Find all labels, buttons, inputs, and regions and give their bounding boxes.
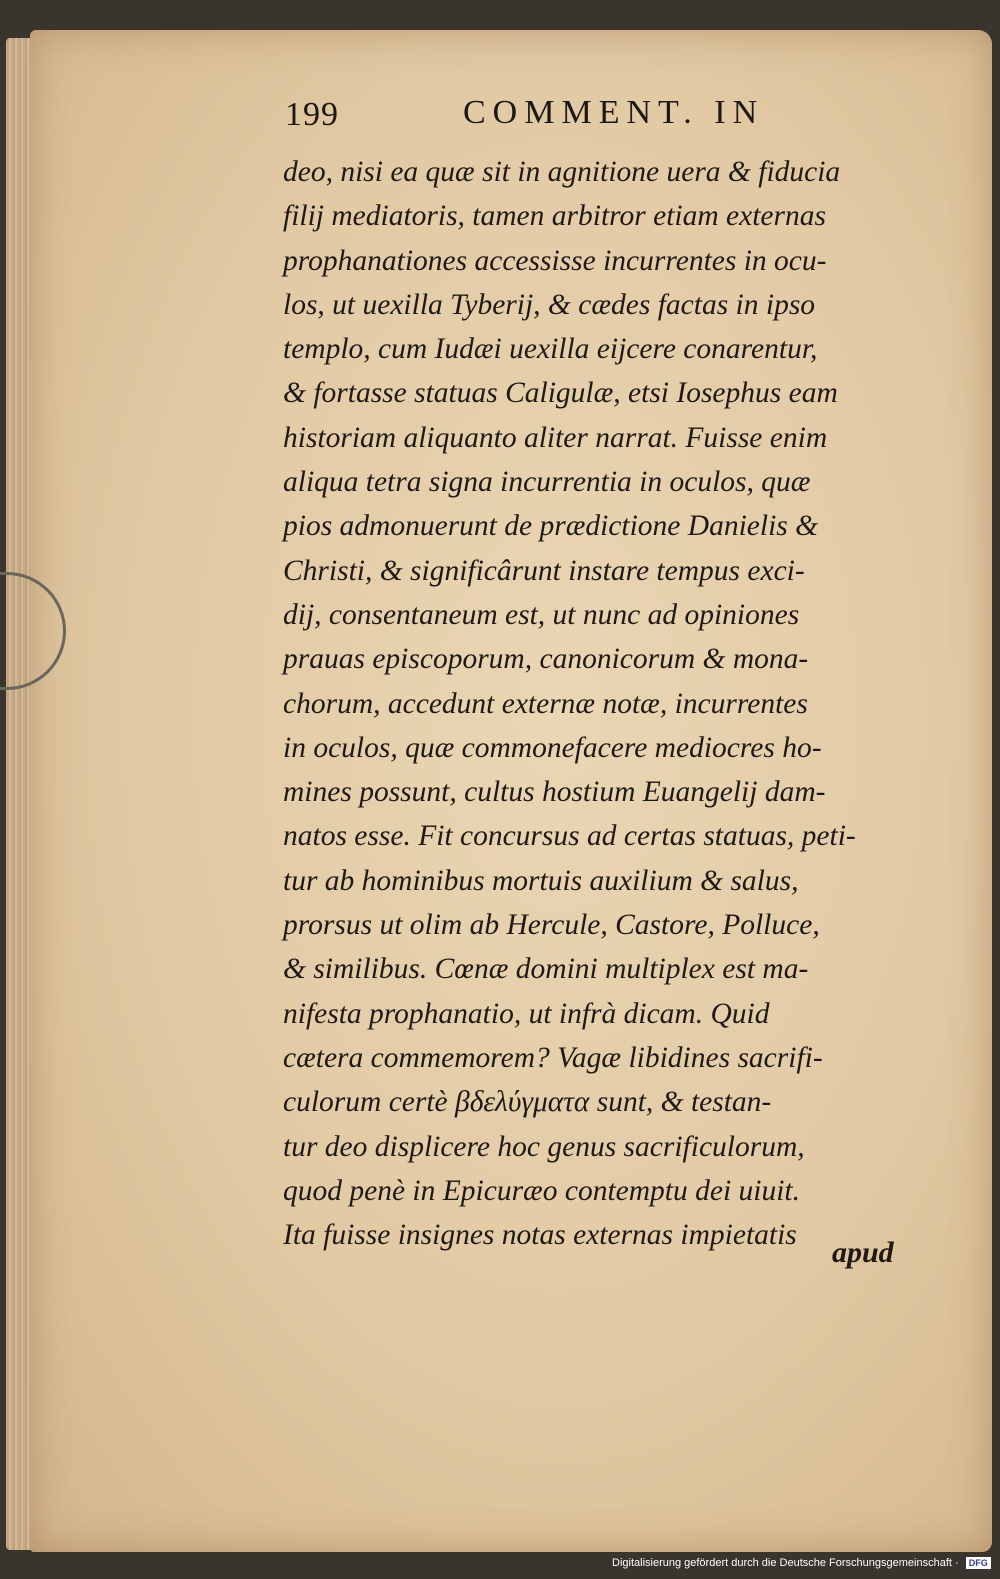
- text-line: chorum, accedunt externæ notæ, incurrentes: [283, 687, 808, 720]
- page-number: 199: [285, 96, 339, 133]
- digitization-footer: [612, 1557, 991, 1577]
- page-header: [285, 92, 915, 142]
- text-line: & similibus. Cœnæ domini multiplex est ma-: [283, 953, 809, 986]
- text-line: culorum certè βδελύγματα sunt, & testan-: [283, 1086, 772, 1119]
- text-line: dij, consentaneum est, ut nunc ad opiniones: [283, 598, 800, 631]
- text-line: filij mediatoris, tamen arbitror etiam externas: [283, 200, 826, 233]
- text-line: mines possunt, cultus hostium Euangelij dam-: [283, 776, 826, 809]
- text-line: tur deo displicere hoc genus sacrificulorum,: [283, 1130, 805, 1163]
- text-line: Ita fuisse insignes notas externas impietatis: [283, 1219, 797, 1252]
- text-line: & fortasse statuas Caligulæ, etsi Iosephus eam: [283, 377, 838, 410]
- text-line: prauas episcoporum, canonicorum & mona-: [283, 643, 809, 676]
- text-line: tur ab hominibus mortuis auxilium & salus,: [283, 864, 799, 897]
- text-line: natos esse. Fit concursus ad certas statuas, peti-: [283, 820, 856, 853]
- dfg-logo-icon: DFG: [966, 1557, 991, 1569]
- text-line: templo, cum Iudæi uexilla eijcere conarentur,: [283, 333, 818, 366]
- running-head: COMMENT. IN: [463, 94, 765, 131]
- text-line: in oculos, quæ commonefacere mediocres ho-: [283, 731, 822, 764]
- text-line: cætera commemorem? Vagæ libidines sacrifi-: [283, 1041, 823, 1074]
- text-line: quod penè in Epicuræo contemptu dei uiuit.: [283, 1174, 800, 1207]
- text-line: nifesta prophanatio, ut infrà dicam. Quid: [283, 997, 770, 1030]
- text-line: prorsus ut olim ab Hercule, Castore, Polluce,: [283, 909, 820, 942]
- text-line: historiam aliquanto aliter narrat. Fuisse enim: [283, 421, 828, 454]
- text-line: pios admonuerunt de prædictione Danielis &: [283, 510, 819, 543]
- text-line: Christi, & significârunt instare tempus exci-: [283, 554, 805, 587]
- catchword: apud: [832, 1236, 894, 1269]
- footer-text: Digitalisierung gefördert durch die Deutsche Forschungsgemeinschaft ·: [612, 1557, 959, 1569]
- text-line: aliqua tetra signa incurrentia in oculos, quæ: [283, 466, 811, 499]
- text-line: deo, nisi ea quæ sit in agnitione uera & fiducia: [283, 156, 841, 188]
- text-line: prophanationes accessisse incurrentes in ocu-: [283, 244, 827, 277]
- body-text: [283, 150, 913, 1257]
- text-line: los, ut uexilla Tyberij, & cædes factas in ipso: [283, 288, 816, 321]
